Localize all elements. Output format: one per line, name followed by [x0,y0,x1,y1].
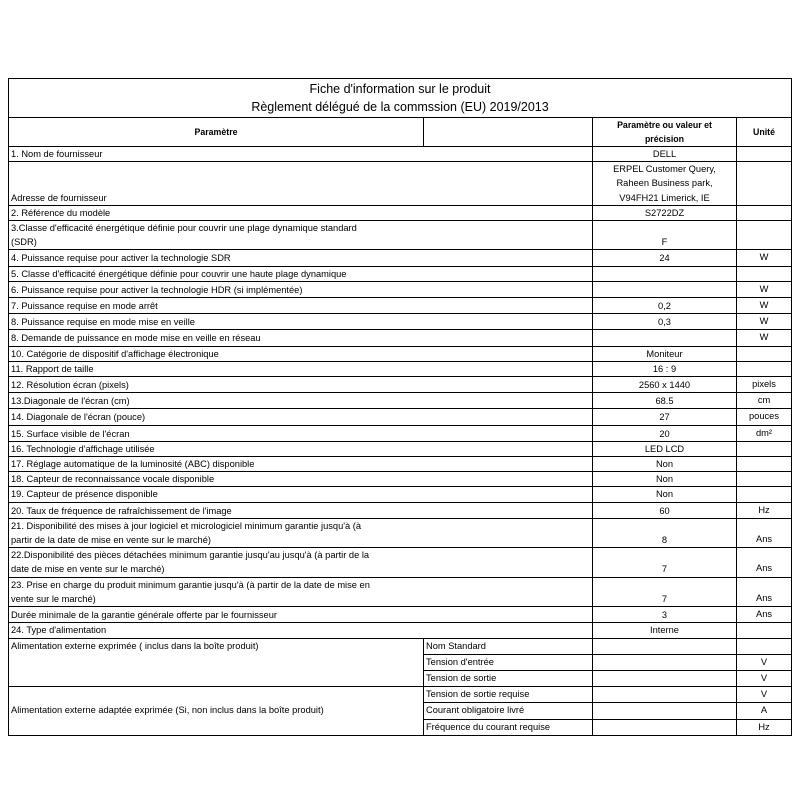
parameter-label: 10. Catégorie de dispositif d'affichage électronique [9,346,593,361]
parameter-unit: W [737,281,792,297]
parameter-label [9,518,593,547]
parameter-label: 2. Référence du modèle [9,205,593,220]
parameter-unit [737,361,792,376]
parameter-label-line: date de mise en vente sur le marché) [11,564,165,575]
table-row [9,472,792,487]
supply-unit [737,638,792,654]
table-row [9,502,792,518]
table-row [9,548,792,577]
table-row [9,393,792,409]
parameter-unit [737,266,792,281]
table-row [9,281,792,297]
table-row [9,487,792,502]
parameter-value: 24 [593,250,737,266]
table-row [9,409,792,425]
supply-unit: A [737,703,792,719]
supply-parameter: Tension d'entrée [424,654,593,670]
parameter-unit: Ans [737,607,792,623]
parameter-label: 7. Puissance requise en mode arrêt [9,298,593,314]
parameter-label: 5. Classe d'efficacité énergétique définie pour couvrir une haute plage dynamique [9,266,593,281]
parameter-value [593,266,737,281]
parameter-label: 14. Diagonale de l'écran (pouce) [9,409,593,425]
supply-value [593,638,737,654]
parameter-label-line: 21. Disponibilité des mises à jour logiciel et micrologiciel minimum garantie jusqu'à (à [11,520,362,531]
parameter-label-line: (SDR) [11,237,37,248]
parameter-unit: cm [737,393,792,409]
table-row [9,147,792,162]
table-row [9,425,792,441]
supply-parameter: Tension de sortie requise [424,687,593,703]
parameter-unit: W [737,250,792,266]
parameter-unit: Hz [737,502,792,518]
table-row [9,577,792,606]
parameter-unit [737,441,792,456]
parameter-value: Moniteur [593,346,737,361]
parameter-unit: W [737,298,792,314]
supply-value [593,687,737,703]
parameter-value: 7 [593,548,737,577]
parameter-value: 16 : 9 [593,361,737,376]
table-row [9,518,792,547]
table-row [9,250,792,266]
parameter-value: 8 [593,518,737,547]
parameter-unit: pixels [737,377,792,393]
parameter-label: 8. Demande de puissance en mode mise en veille en réseau [9,330,593,346]
parameter-label: 13.Diagonale de l'écran (cm) [9,393,593,409]
parameter-unit: Ans [737,518,792,547]
parameter-label: 24. Type d'alimentation [9,623,593,638]
parameter-unit: pouces [737,409,792,425]
parameter-unit [737,346,792,361]
parameter-value: 0,2 [593,298,737,314]
parameter-label: 1. Nom de fournisseur [9,147,593,162]
document-title-line-2: Règlement délégué de la commssion (EU) 2019/2013 [251,100,549,114]
parameter-label: 17. Réglage automatique de la luminosité (ABC) disponible [9,457,593,472]
table-row [9,346,792,361]
parameter-label-line: partir de la date de mise en vente sur le marché) [11,535,211,546]
parameter-label: Adresse de fournisseur [9,162,593,206]
header-valeur [593,118,737,147]
parameter-value: 7 [593,577,737,606]
document-title [9,79,792,118]
product-info-table [8,78,792,736]
parameter-label [9,221,593,250]
parameter-value [593,281,737,297]
document-title-line-1: Fiche d'information sur le produit [309,82,491,96]
parameter-value: Non [593,487,737,502]
parameter-value-line: V94FH21 Limerick, IE [619,192,710,203]
header-valeur-line-2: précision [644,134,685,144]
parameter-unit: Ans [737,548,792,577]
table-row [9,221,792,250]
parameter-unit [737,472,792,487]
supply-parameter: Tension de sortie [424,670,593,686]
parameter-label: 4. Puissance requise pour activer la technologie SDR [9,250,593,266]
table-row [9,441,792,456]
parameter-unit [737,162,792,206]
supply-label: Alimentation externe adaptée exprimée (Si, non inclus dans la boîte produit) [9,687,424,736]
parameter-value: Interne [593,623,737,638]
parameter-label: 11. Rapport de taille [9,361,593,376]
parameter-value [593,330,737,346]
parameter-value: 2560 x 1440 [593,377,737,393]
parameter-label-line: 3.Classe d'efficacité énergétique définie pour couvrir une plage dynamique standard [11,223,357,234]
parameter-label: 6. Puissance requise pour activer la technologie HDR (si implémentée) [9,281,593,297]
table-row [9,377,792,393]
table-row [9,330,792,346]
supply-parameter: Fréquence du courant requise [424,719,593,735]
parameter-label: 12. Résolution écran (pixels) [9,377,593,393]
parameter-unit [737,457,792,472]
parameter-value-line: Raheen Business park, [616,178,713,189]
parameter-unit: Ans [737,577,792,606]
parameter-label: 18. Capteur de reconnaissance vocale disponible [9,472,593,487]
parameter-unit: dm² [737,425,792,441]
parameter-value [593,162,737,206]
parameter-label-line: 23. Prise en charge du produit minimum garantie jusqu'à (à partir de la date de mise en [11,579,370,590]
parameter-value: LED LCD [593,441,737,456]
table-row [9,623,792,638]
supply-unit: V [737,654,792,670]
parameter-value: S2722DZ [593,205,737,220]
table-row [9,266,792,281]
parameter-label: 19. Capteur de présence disponible [9,487,593,502]
supply-label: Alimentation externe exprimée ( inclus dans la boîte produit) [9,638,424,687]
header-valeur-line-1: Paramètre ou valeur et [617,120,712,130]
supply-unit: V [737,687,792,703]
parameter-label: 20. Taux de fréquence de rafraîchissement de l'image [9,502,593,518]
supply-parameter: Nom Standard [424,638,593,654]
parameter-value: 20 [593,425,737,441]
supply-row [9,638,792,654]
parameter-unit: W [737,314,792,330]
parameter-label: Durée minimale de la garantie générale offerte par le fournisseur [9,607,593,623]
supply-value [593,703,737,719]
parameter-value: 60 [593,502,737,518]
supply-parameter: Courant obligatoire livré [424,703,593,719]
parameter-label [9,548,593,577]
parameter-value: DELL [593,147,737,162]
parameter-unit [737,623,792,638]
parameter-value: Non [593,472,737,487]
parameter-label: 16. Technologie d'affichage utilisée [9,441,593,456]
title-row [9,79,792,118]
table-row [9,361,792,376]
table-row [9,314,792,330]
table-row [9,457,792,472]
parameter-value: 3 [593,607,737,623]
supply-value [593,719,737,735]
parameter-value: F [593,221,737,250]
parameter-label: 8. Puissance requise en mode mise en veille [9,314,593,330]
parameter-value-line: ERPEL Customer Query, [613,164,716,175]
supply-unit: V [737,670,792,686]
parameter-value: 0,3 [593,314,737,330]
supply-value [593,670,737,686]
product-information-sheet [8,78,791,736]
table-row [9,298,792,314]
table-row [9,162,792,206]
parameter-unit [737,147,792,162]
table-row [9,607,792,623]
parameter-unit [737,205,792,220]
header-parametre: Paramètre [9,118,424,147]
parameter-label-line: vente sur le marché) [11,593,96,604]
parameter-label [9,577,593,606]
parameter-unit [737,221,792,250]
parameter-value: Non [593,457,737,472]
parameter-unit [737,487,792,502]
header-unite: Unité [737,118,792,147]
parameter-value: 27 [593,409,737,425]
supply-value [593,654,737,670]
parameter-label-line: 22.Disponibilité des pièces détachées minimum garantie jusqu'au jusqu'à (à partir de la [11,550,370,561]
supply-unit: Hz [737,719,792,735]
table-row [9,205,792,220]
parameter-label: 15. Surface visible de l'écran [9,425,593,441]
header-blank [424,118,593,147]
header-row [9,118,792,147]
parameter-value: 68.5 [593,393,737,409]
supply-row [9,687,792,703]
parameter-unit: W [737,330,792,346]
